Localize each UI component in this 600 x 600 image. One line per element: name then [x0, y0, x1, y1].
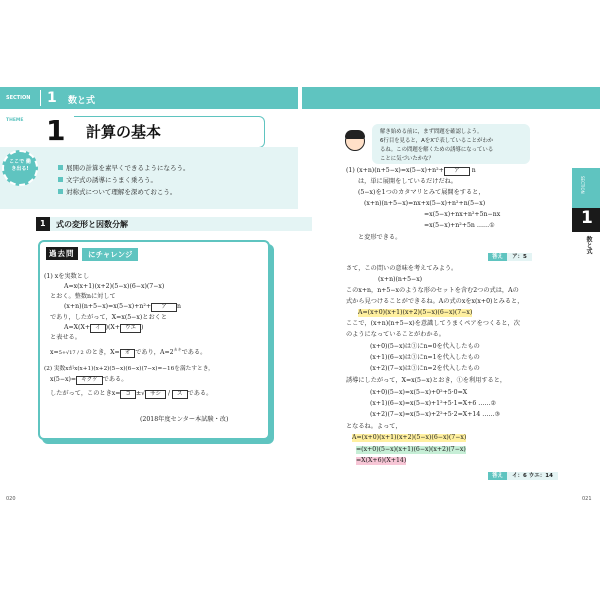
- body-line: のようになっていることがわかる。: [346, 331, 445, 338]
- body-line: となるね。よって，: [346, 423, 402, 430]
- problem-line: と表せる。: [50, 334, 81, 341]
- problem-line: x=5+√17 / 2 のとき，X= オ であり，$A=2^{カキ}$である。: [50, 347, 207, 357]
- body-line: (5−x)を1つのカタマリとみて展開をすると，: [358, 189, 485, 196]
- answer-box-kikuke[interactable]: キクケ: [76, 376, 103, 385]
- answer-value: イ：6 ウエ：14: [507, 472, 558, 480]
- problem-line: であり，したがって，X=x(5−x)とおくと: [50, 314, 168, 321]
- problem-line: したがって，このときx= コ ±√ サシ / ス である。: [50, 390, 213, 397]
- problem-source: (2018年度センター本試験・改): [140, 416, 229, 423]
- right-section-bar: [302, 87, 600, 109]
- bubble-line: 解き始める前に，まず問題を確認しよう。: [380, 129, 483, 135]
- side-tab-number: 1: [581, 208, 593, 228]
- stamp-text: ここで 働き出る!: [9, 159, 31, 172]
- goal-item: 展開の計算を素早くできるようになろう。: [58, 163, 190, 172]
- body-line: (x+1)(6−x)は①にn=1を代入したもの: [370, 354, 480, 361]
- body-line: =x(5−x)+nx+n²+5n−nx: [424, 211, 501, 218]
- answer-box-o[interactable]: オ: [120, 349, 136, 358]
- bubble-line: るね。この問題を解くための誘導になっている: [380, 147, 494, 153]
- body-line: (x+1)(6−x)=x(5−x)+1²+5·1=X+6 ……②: [370, 400, 497, 407]
- subsection-title: 式の変形と因数分解: [56, 220, 128, 229]
- left-page-number: 020: [6, 496, 16, 502]
- body-line: 式から見つけることができるね。Aの式のxをx(x+0)とみると，: [346, 298, 524, 305]
- body-line: (x+n)(n+5−x): [378, 276, 423, 283]
- challenge-title: にチャレンジ: [82, 248, 138, 261]
- body-line: ここで，(x+n)(n+5−x)を意識してうまくペアをつくると，次: [346, 320, 520, 327]
- left-section-label: SECTION: [6, 95, 31, 101]
- body-line: 誘導にしたがって，X=x(5−x)とおき，①を利用すると，: [346, 377, 507, 384]
- problem-line: A=x(x+1)(x+2)(5−x)(6−x)(7−x): [64, 283, 165, 290]
- problem-line: (1) xを実数とし: [44, 273, 90, 280]
- body-line: は，単に展開をしているだけだね。: [358, 178, 457, 185]
- problem-line: A=X(X+ イ )(X+ ウエ ): [64, 324, 144, 331]
- theme-label: THEME: [6, 118, 24, 123]
- answer-label: 答え: [488, 253, 507, 261]
- side-tab-title: 数と式: [585, 236, 592, 254]
- answer-badge-1: [488, 252, 532, 260]
- body-line: (x+n)(n+5−x)=nx+x(5−x)+n²+n(5−x): [364, 200, 486, 207]
- answer-box-sashi[interactable]: サシ: [145, 390, 166, 399]
- left-section-title: 数と式: [68, 96, 96, 106]
- goal-item: 対称式について理解を深めておこう。: [58, 187, 176, 196]
- body-line-highlight: A=(x+0)(x+1)(x+2)(5−x)(6−x)(7−x): [358, 309, 473, 316]
- answer-box-i[interactable]: イ: [90, 324, 106, 333]
- body-line: (x+2)(7−x)は①にn=2を代入したもの: [370, 365, 480, 372]
- body-line-highlight: =X(X+6)(X+14): [356, 457, 407, 464]
- check-icon: [58, 177, 63, 182]
- body-line: (x+0)(5−x)=x(5−x)+0²+5·0=X: [370, 389, 468, 396]
- right-page-number: 021: [582, 496, 592, 502]
- body-line: =x(5−x)+n²+5n ……①: [424, 222, 495, 229]
- body-line-highlight: A=(x+0)(x+1)(x+2)(5−x)(6−x)(7−x): [352, 434, 467, 441]
- bubble-line: ことに気づいたかな？: [380, 156, 434, 162]
- body-line: (1) (x+n)(n+5−x)=x(5−x)+n²+ ア n: [346, 167, 476, 174]
- bubble-line: 6行目を見ると，AをXで表していることがわか: [380, 138, 494, 144]
- answer-box-su[interactable]: ス: [172, 390, 188, 399]
- body-line-highlight: =(x+0)(5−x)(x+1)(6−x)(x+2)(7−x): [356, 446, 466, 453]
- goal-item: 文字式の誘導にうまく乗ろう。: [58, 175, 157, 184]
- character-hair: [345, 130, 365, 139]
- side-tab-top: [572, 168, 600, 208]
- body-line: さて，この問いの意味を考えてみよう。: [346, 265, 458, 272]
- problem-line: x(5−x)= キクケ である。: [50, 376, 128, 383]
- left-section-divider: [40, 90, 41, 106]
- answer-box-ko[interactable]: コ: [120, 390, 136, 399]
- body-line: (x+0)(5−x)は①にn=0を代入したもの: [370, 343, 480, 350]
- left-section-bar: [0, 87, 298, 109]
- check-icon: [58, 189, 63, 194]
- answer-badge-2: [488, 471, 558, 479]
- theme-number: 1: [46, 114, 66, 147]
- side-tab-section: SECTION: [580, 176, 585, 194]
- problem-line: (x+n)(n+5−x)=x(5−x)+n²+ ア n: [64, 303, 182, 310]
- theme-title: 計算の基本: [86, 123, 162, 141]
- body-line: このx+n，n+5−xのような形のセットを含む2つの式は，Aの: [346, 287, 519, 294]
- solution-box-a: ア: [444, 167, 470, 176]
- check-icon: [58, 165, 63, 170]
- answer-box-ueu[interactable]: ウエ: [120, 324, 141, 333]
- character-avatar: [345, 131, 365, 151]
- left-section-num: 1: [47, 90, 57, 106]
- answer-label: 答え: [488, 472, 507, 480]
- problem-line: とおく。整数nに対して: [50, 293, 116, 300]
- body-line: と変形できる。: [358, 234, 402, 241]
- subsection-num: 1: [40, 219, 46, 228]
- body-line: (x+2)(7−x)=x(5−x)+2²+5·2=X+14 ……③: [370, 411, 501, 418]
- answer-value: ア：5: [507, 253, 532, 261]
- challenge-tag: 過去問: [46, 247, 78, 260]
- answer-box-a[interactable]: ア: [151, 303, 177, 312]
- problem-line: (2) 実数xがx(x+1)(x+2)(5−x)(6−x)(7−x)=−16を満たすとき，: [44, 366, 214, 372]
